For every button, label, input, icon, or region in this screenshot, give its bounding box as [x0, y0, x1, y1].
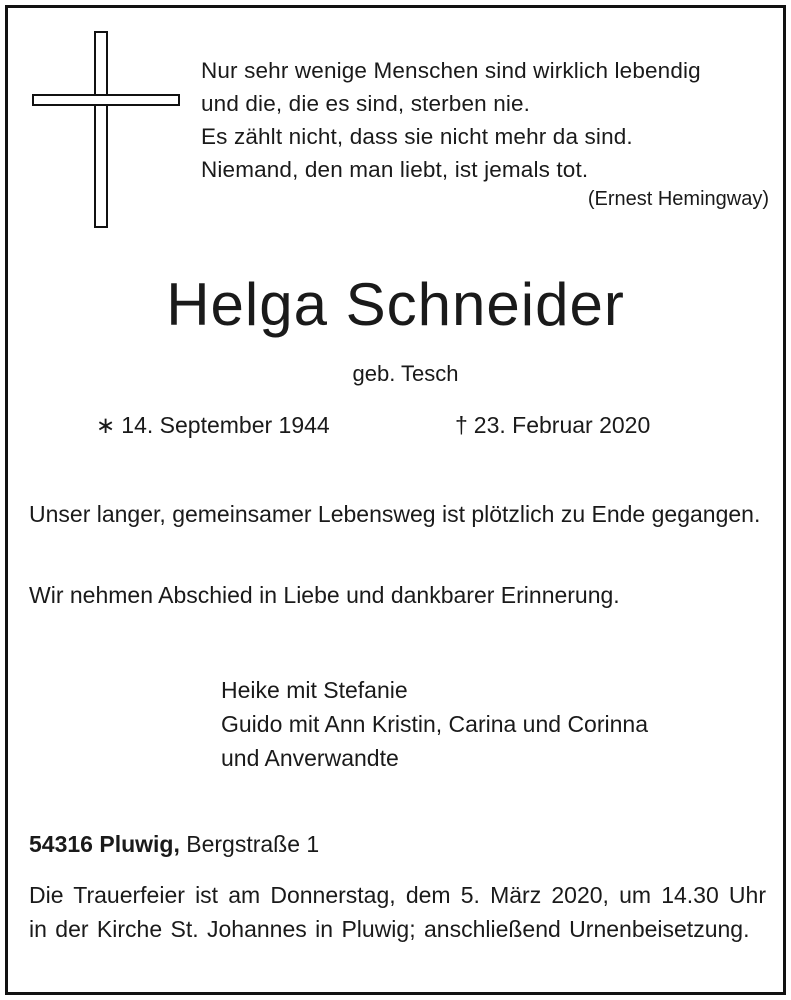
quote-line: Es zählt nicht, dass sie nicht mehr da sind. [201, 124, 633, 149]
mourner-line: Heike mit Stefanie [221, 677, 408, 703]
family-address [29, 831, 319, 858]
death-cross-icon: † [455, 412, 468, 438]
mourner-line: und Anverwandte [221, 745, 399, 771]
quote-line: Nur sehr wenige Menschen sind wirklich lebendig [201, 58, 701, 83]
address-street: Bergstraße 1 [186, 831, 320, 857]
mourning-message: Unser langer, gemeinsamer Lebensweg ist plötzlich zu Ende gegangen. [29, 501, 761, 527]
birth-name: geb. Tesch [352, 361, 459, 386]
birth-star-icon: ∗ [96, 412, 116, 438]
mourners-list [221, 673, 648, 775]
death-date-line [455, 412, 650, 439]
funeral-service-info: Die Trauerfeier ist am Donnerstag, dem 5. März 2020, um 14.30 Uhr in der Kirche St. Johannes in Pluwig; anschließend Urnenbeisetzung. [29, 882, 766, 942]
deceased-name: Helga Schneider [166, 271, 625, 338]
memorial-quote [201, 54, 701, 186]
mourner-line: Guido mit Ann Kristin, Carina und Corinna [221, 711, 648, 737]
farewell-message: Wir nehmen Abschied in Liebe und dankbarer Erinnerung. [29, 582, 620, 608]
obituary-notice [5, 5, 786, 995]
address-city: 54316 Pluwig, [29, 831, 180, 857]
quote-line: und die, die es sind, sterben nie. [201, 91, 531, 116]
death-date: 23. Februar 2020 [473, 412, 651, 438]
birth-date: 14. September 1944 [121, 412, 330, 438]
quote-attribution: (Ernest Hemingway) [587, 188, 769, 210]
cross-icon [32, 31, 180, 231]
quote-line: Niemand, den man liebt, ist jemals tot. [201, 157, 589, 182]
birth-date-line [96, 412, 330, 439]
